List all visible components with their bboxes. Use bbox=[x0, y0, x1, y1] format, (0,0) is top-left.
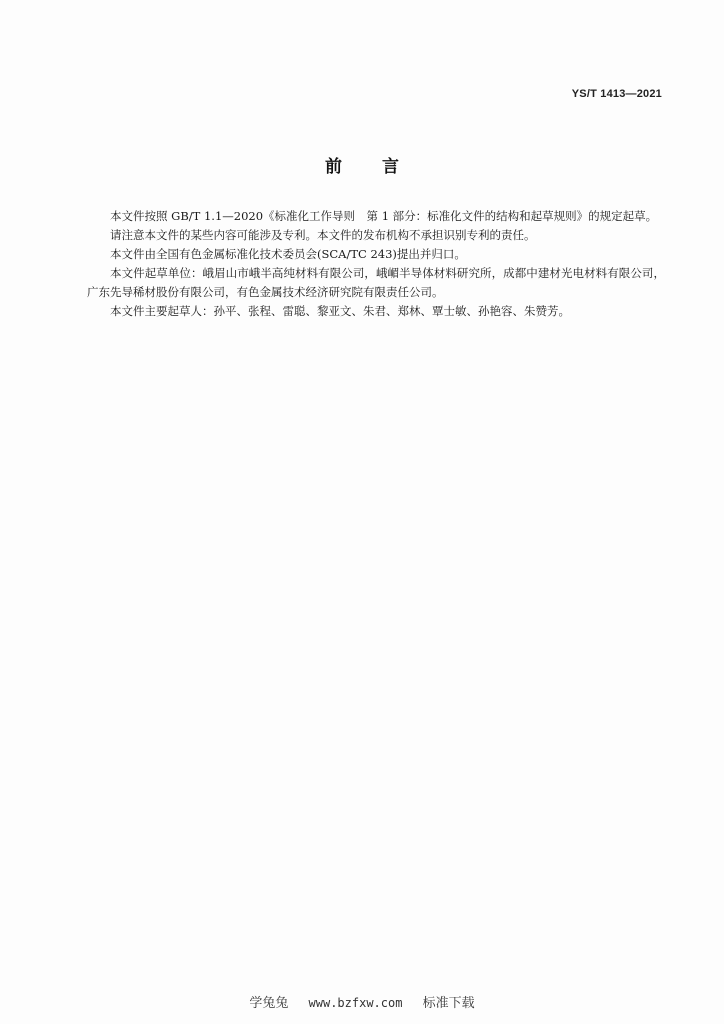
paragraph-drafters: 本文件主要起草人：孙平、张程、雷聪、黎亚文、朱君、郑林、覃士敏、孙艳容、朱赞芳。 bbox=[110, 304, 570, 318]
footer-tagline: 标准下载 bbox=[422, 996, 475, 1011]
page-title: 前言 bbox=[325, 157, 439, 177]
footer-url[interactable]: www.bzfxw.com bbox=[308, 996, 403, 1010]
paragraph-patent-notice: 请注意本文件的某些内容可能涉及专利。本文件的发布机构不承担识别专利的责任。 bbox=[110, 228, 536, 242]
paragraph-drafting-units: 本文件起草单位：峨眉山市峨半高纯材料有限公司，峨嵋半导体材料研究所，成都中建材光电材料有限公司，广东先导稀材股份有限公司，有色金属技术经济研究院有限责任公司。 bbox=[87, 266, 665, 299]
footer-site-name: 学兔兔 bbox=[249, 996, 289, 1011]
paragraph-drafting-rules: 本文件按照 GB/T 1.1—2020《标准化工作导则 第 1 部分：标准化文件的结构和起草规则》的规定起草。 bbox=[110, 209, 658, 223]
standard-code: YS/T 1413—2021 bbox=[571, 88, 662, 100]
paragraph-committee: 本文件由全国有色金属标准化技术委员会(SCA/TC 243)提出并归口。 bbox=[110, 247, 466, 261]
footer-watermark bbox=[0, 992, 724, 1011]
preface-body bbox=[87, 207, 665, 321]
